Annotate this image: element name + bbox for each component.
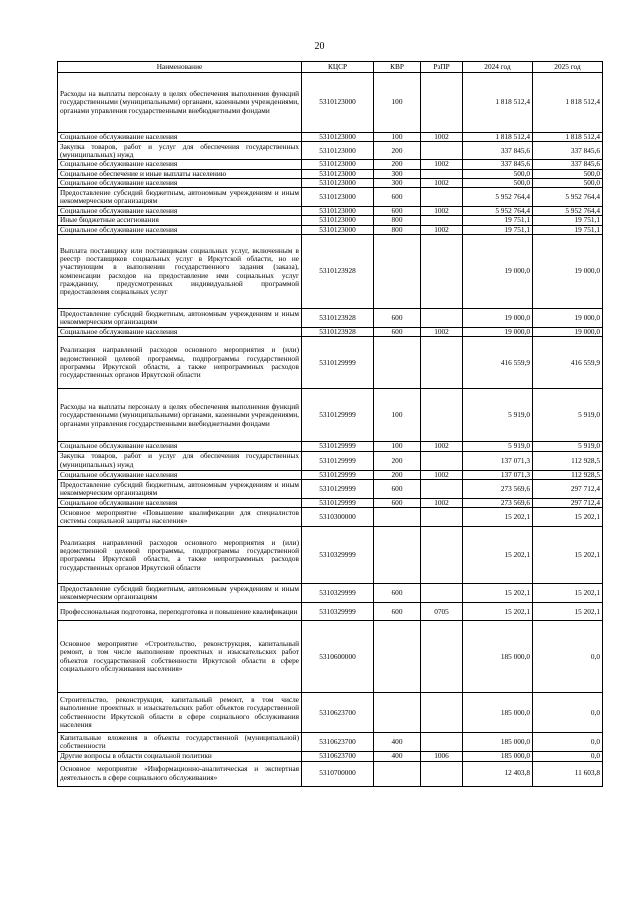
cell-y2024: 185 000,0 <box>463 752 533 761</box>
cell-kvr <box>374 508 421 527</box>
cell-kcsr: 5310329999 <box>302 603 374 621</box>
cell-kvr: 600 <box>374 188 421 207</box>
cell-y2024: 19 000,0 <box>463 235 533 309</box>
page-number: 20 <box>314 41 325 52</box>
cell-name: Профессиональная подготовка, переподготовка и повышение квалификации <box>58 603 302 621</box>
cell-kvr <box>374 235 421 309</box>
cell-kvr: 200 <box>374 470 421 479</box>
cell-y2025: 5 952 764,4 <box>533 188 603 207</box>
cell-rzpr: 1002 <box>421 133 463 142</box>
table-body <box>58 73 603 787</box>
cell-name: Социальное обслуживание населения <box>58 160 302 169</box>
cell-kvr: 100 <box>374 133 421 142</box>
cell-name: Основное мероприятие «Повышение квалификации для специалистов системы социальной защиты населения» <box>58 508 302 527</box>
column-header-kvr: КВР <box>374 62 421 73</box>
cell-kcsr: 5310123000 <box>302 178 374 187</box>
cell-kcsr: 5310123000 <box>302 169 374 178</box>
table-row <box>58 309 603 328</box>
table-row <box>58 178 603 187</box>
table-row <box>58 693 603 733</box>
cell-kcsr: 5310123000 <box>302 188 374 207</box>
cell-kcsr: 5310129999 <box>302 451 374 470</box>
table-row <box>58 169 603 178</box>
cell-rzpr: 0705 <box>421 603 463 621</box>
table-row <box>58 498 603 507</box>
table-row <box>58 389 603 442</box>
cell-y2025: 19 000,0 <box>533 309 603 328</box>
table-header-row <box>58 62 603 73</box>
cell-y2025: 416 559,9 <box>533 337 603 389</box>
cell-rzpr <box>421 479 463 498</box>
cell-y2025: 1 818 512,4 <box>533 133 603 142</box>
cell-y2024: 15 202,1 <box>463 603 533 621</box>
cell-rzpr <box>421 508 463 527</box>
table-row <box>58 470 603 479</box>
cell-y2024: 5 919,0 <box>463 389 533 442</box>
cell-name: Социальное обслуживание населения <box>58 498 302 507</box>
cell-kcsr: 5310129999 <box>302 470 374 479</box>
table-row <box>58 479 603 498</box>
cell-y2025: 15 202,1 <box>533 527 603 584</box>
cell-name: Расходы на выплаты персоналу в целях обеспечения выполнения функций государственными (муниципальными) органами, казенными учреждениями, органами управления государственными внебюджетными фондами <box>58 389 302 442</box>
cell-name: Социальное обслуживание населения <box>58 442 302 451</box>
table-row <box>58 584 603 603</box>
table-row <box>58 235 603 309</box>
cell-y2025: 15 202,1 <box>533 584 603 603</box>
cell-y2025: 5 919,0 <box>533 389 603 442</box>
table-row <box>58 328 603 337</box>
cell-kcsr: 5310123000 <box>302 133 374 142</box>
cell-name: Расходы на выплаты персоналу в целях обеспечения выполнения функций государственными (муниципальными) органами, казенными учреждениями, органами управления государственными внебюджетными фондами <box>58 73 302 133</box>
cell-y2025: 112 928,5 <box>533 470 603 479</box>
cell-y2024: 15 202,1 <box>463 527 533 584</box>
table-row <box>58 761 603 786</box>
cell-kvr: 800 <box>374 225 421 234</box>
cell-y2025: 0,0 <box>533 752 603 761</box>
cell-rzpr <box>421 621 463 693</box>
table-row <box>58 225 603 234</box>
cell-y2024: 1 818 512,4 <box>463 73 533 133</box>
cell-kcsr: 5310123000 <box>302 73 374 133</box>
cell-name: Социальное обслуживание населения <box>58 225 302 234</box>
cell-rzpr <box>421 73 463 133</box>
cell-name: Социальное обслуживание населения <box>58 328 302 337</box>
cell-kcsr: 5310123928 <box>302 309 374 328</box>
cell-kvr: 600 <box>374 603 421 621</box>
cell-y2025: 19 751,1 <box>533 225 603 234</box>
cell-kcsr: 5310123928 <box>302 328 374 337</box>
cell-kcsr: 5310623700 <box>302 752 374 761</box>
cell-name: Социальное обеспечение и иные выплаты населению <box>58 169 302 178</box>
cell-rzpr <box>421 216 463 225</box>
cell-y2024: 185 000,0 <box>463 733 533 752</box>
cell-name: Социальное обслуживание населения <box>58 470 302 479</box>
cell-rzpr: 1002 <box>421 207 463 216</box>
cell-rzpr: 1002 <box>421 328 463 337</box>
cell-kvr: 800 <box>374 216 421 225</box>
cell-rzpr <box>421 337 463 389</box>
cell-name: Предоставление субсидий бюджетным, автономным учреждениям и иным некоммерческим организациям <box>58 309 302 328</box>
cell-y2024: 19 751,1 <box>463 216 533 225</box>
table-row <box>58 160 603 169</box>
cell-name: Закупка товаров, работ и услуг для обеспечения государственных (муниципальных) нужд <box>58 142 302 160</box>
cell-name: Реализация направлений расходов основного мероприятия и (или) ведомственной целевой программы, подпрограммы государственной программы Иркутской области, а также непрограммных расходов государственных органов Иркутской области <box>58 337 302 389</box>
cell-y2024: 273 569,6 <box>463 498 533 507</box>
cell-y2024: 19 751,1 <box>463 225 533 234</box>
cell-rzpr <box>421 142 463 160</box>
cell-kvr: 400 <box>374 752 421 761</box>
cell-rzpr: 1002 <box>421 470 463 479</box>
cell-rzpr: 1002 <box>421 225 463 234</box>
table-row <box>58 337 603 389</box>
column-header-name: Наименование <box>58 62 302 73</box>
cell-name: Выплата поставщику или поставщикам социальных услуг, включенным в реестр поставщиков социальных услуг в Иркутской области, но не участвующим в выполнении государственного задания (заказа), компенсации расходов на предоставление ими социальных услуг гражданину, предусмотренных индивидуальной программой предоставления социальных услуг <box>58 235 302 309</box>
cell-y2025: 11 603,8 <box>533 761 603 786</box>
cell-y2024: 273 569,6 <box>463 479 533 498</box>
cell-kcsr: 5310600000 <box>302 621 374 693</box>
cell-kvr <box>374 337 421 389</box>
cell-y2024: 12 403,8 <box>463 761 533 786</box>
cell-y2025: 297 712,4 <box>533 479 603 498</box>
cell-y2024: 416 559,9 <box>463 337 533 389</box>
table-row <box>58 733 603 752</box>
table-row <box>58 621 603 693</box>
cell-name: Другие вопросы в области социальной политики <box>58 752 302 761</box>
cell-name: Социальное обслуживание населения <box>58 133 302 142</box>
cell-kvr: 300 <box>374 178 421 187</box>
cell-kvr: 600 <box>374 584 421 603</box>
cell-y2024: 500,0 <box>463 178 533 187</box>
cell-rzpr <box>421 188 463 207</box>
cell-kvr: 300 <box>374 169 421 178</box>
cell-name: Строительство, реконструкция, капитальный ремонт, в том числе выполнение проектных и изыскательских работ объектов государственной собственности Иркутской области в сфере социального обслуживания населения <box>58 693 302 733</box>
cell-y2025: 1 818 512,4 <box>533 73 603 133</box>
cell-kvr: 100 <box>374 442 421 451</box>
table-row <box>58 216 603 225</box>
cell-kvr: 400 <box>374 733 421 752</box>
cell-kvr: 600 <box>374 498 421 507</box>
cell-kvr: 600 <box>374 479 421 498</box>
table-row <box>58 527 603 584</box>
cell-kcsr: 5310129999 <box>302 498 374 507</box>
table-row <box>58 451 603 470</box>
cell-y2025: 0,0 <box>533 693 603 733</box>
cell-kvr: 600 <box>374 207 421 216</box>
cell-kvr: 200 <box>374 160 421 169</box>
cell-y2024: 5 919,0 <box>463 442 533 451</box>
cell-kvr: 200 <box>374 142 421 160</box>
cell-kcsr: 5310700000 <box>302 761 374 786</box>
cell-y2025: 5 952 764,4 <box>533 207 603 216</box>
cell-kcsr: 5310123928 <box>302 235 374 309</box>
cell-y2024: 5 952 764,4 <box>463 188 533 207</box>
cell-name: Предоставление субсидий бюджетным, автономным учреждениям и иным некоммерческим организациям <box>58 188 302 207</box>
cell-y2025: 500,0 <box>533 178 603 187</box>
cell-y2024: 500,0 <box>463 169 533 178</box>
cell-name: Предоставление субсидий бюджетным, автономным учреждениям и иным некоммерческим организациям <box>58 479 302 498</box>
column-header-2025: 2025 год <box>533 62 603 73</box>
table-row <box>58 73 603 133</box>
cell-rzpr <box>421 527 463 584</box>
cell-y2024: 185 000,0 <box>463 693 533 733</box>
cell-rzpr: 1002 <box>421 160 463 169</box>
cell-kcsr: 5310300000 <box>302 508 374 527</box>
cell-y2025: 5 919,0 <box>533 442 603 451</box>
cell-rzpr <box>421 309 463 328</box>
cell-name: Закупка товаров, работ и услуг для обеспечения государственных (муниципальных) нужд <box>58 451 302 470</box>
cell-rzpr <box>421 169 463 178</box>
cell-y2025: 19 000,0 <box>533 235 603 309</box>
cell-y2025: 337 845,6 <box>533 142 603 160</box>
budget-table <box>57 61 603 787</box>
cell-y2025: 112 928,5 <box>533 451 603 470</box>
cell-y2025: 15 202,1 <box>533 508 603 527</box>
cell-y2025: 337 845,6 <box>533 160 603 169</box>
cell-name: Социальное обслуживание населения <box>58 207 302 216</box>
column-header-kcsr: КЦСР <box>302 62 374 73</box>
cell-rzpr <box>421 389 463 442</box>
cell-kvr: 200 <box>374 451 421 470</box>
cell-rzpr <box>421 451 463 470</box>
cell-kcsr: 5310623700 <box>302 733 374 752</box>
cell-y2025: 19 751,1 <box>533 216 603 225</box>
cell-y2025: 500,0 <box>533 169 603 178</box>
cell-kcsr: 5310123000 <box>302 225 374 234</box>
table-row <box>58 188 603 207</box>
cell-name: Капитальные вложения в объекты государственной (муниципальной) собственности <box>58 733 302 752</box>
cell-kcsr: 5310123000 <box>302 142 374 160</box>
cell-kcsr: 5310123000 <box>302 216 374 225</box>
cell-kvr <box>374 693 421 733</box>
cell-kcsr: 5310129999 <box>302 389 374 442</box>
cell-y2024: 137 071,3 <box>463 451 533 470</box>
cell-rzpr <box>421 235 463 309</box>
cell-rzpr <box>421 761 463 786</box>
cell-kcsr: 5310129999 <box>302 442 374 451</box>
cell-kcsr: 5310329999 <box>302 584 374 603</box>
cell-y2024: 19 000,0 <box>463 328 533 337</box>
cell-name: Социальное обслуживание населения <box>58 178 302 187</box>
cell-y2024: 137 071,3 <box>463 470 533 479</box>
cell-kcsr: 5310129999 <box>302 479 374 498</box>
cell-kvr <box>374 621 421 693</box>
cell-y2024: 15 202,1 <box>463 508 533 527</box>
table-row <box>58 603 603 621</box>
cell-rzpr: 1002 <box>421 178 463 187</box>
cell-kvr <box>374 527 421 584</box>
table-row <box>58 207 603 216</box>
cell-y2025: 19 000,0 <box>533 328 603 337</box>
cell-rzpr <box>421 733 463 752</box>
cell-y2025: 15 202,1 <box>533 603 603 621</box>
table-row <box>58 142 603 160</box>
cell-rzpr: 1002 <box>421 498 463 507</box>
cell-y2024: 185 000,0 <box>463 621 533 693</box>
table-row <box>58 442 603 451</box>
cell-kvr: 100 <box>374 73 421 133</box>
cell-kcsr: 5310329999 <box>302 527 374 584</box>
cell-name: Основное мероприятие «Информационно-аналитическая и экспертная деятельность в сфере социального обслуживания» <box>58 761 302 786</box>
cell-rzpr <box>421 693 463 733</box>
table-row <box>58 133 603 142</box>
cell-y2024: 337 845,6 <box>463 142 533 160</box>
cell-y2024: 5 952 764,4 <box>463 207 533 216</box>
cell-rzpr: 1002 <box>421 442 463 451</box>
cell-kvr: 600 <box>374 328 421 337</box>
cell-kvr: 600 <box>374 309 421 328</box>
column-header-2024: 2024 год <box>463 62 533 73</box>
cell-y2024: 1 818 512,4 <box>463 133 533 142</box>
cell-kcsr: 5310623700 <box>302 693 374 733</box>
cell-name: Иные бюджетные ассигнования <box>58 216 302 225</box>
cell-y2025: 0,0 <box>533 621 603 693</box>
cell-y2024: 337 845,6 <box>463 160 533 169</box>
cell-kcsr: 5310123000 <box>302 207 374 216</box>
cell-kcsr: 5310123000 <box>302 160 374 169</box>
cell-name: Основное мероприятие «Строительство, реконструкция, капитальный ремонт, в том числе выполнение проектных и изыскательских работ объектов государственной собственности Иркутской области в сфере социального обслуживания населения» <box>58 621 302 693</box>
cell-kvr: 100 <box>374 389 421 442</box>
cell-rzpr <box>421 584 463 603</box>
column-header-rzpr: РзПР <box>421 62 463 73</box>
cell-rzpr: 1006 <box>421 752 463 761</box>
cell-y2024: 19 000,0 <box>463 309 533 328</box>
cell-y2025: 0,0 <box>533 733 603 752</box>
cell-y2025: 297 712,4 <box>533 498 603 507</box>
cell-name: Предоставление субсидий бюджетным, автономным учреждениям и иным некоммерческим организациям <box>58 584 302 603</box>
cell-kcsr: 5310129999 <box>302 337 374 389</box>
cell-name: Реализация направлений расходов основного мероприятия и (или) ведомственной целевой программы, подпрограммы государственной программы Иркутской области, а также непрограммных расходов государственных органов Иркутской области <box>58 527 302 584</box>
table-row <box>58 752 603 761</box>
cell-y2024: 15 202,1 <box>463 584 533 603</box>
cell-kvr <box>374 761 421 786</box>
table-row <box>58 508 603 527</box>
